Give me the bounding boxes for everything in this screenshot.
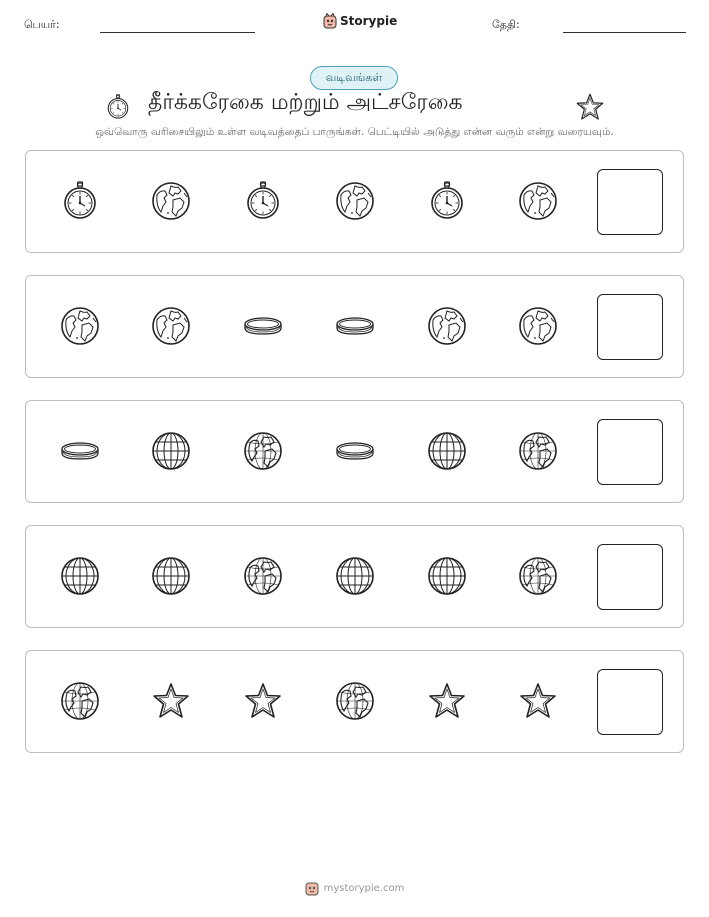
pocket-watch-icon [105, 92, 131, 122]
pattern-item [518, 431, 558, 471]
pattern-item [60, 556, 100, 596]
worksheet-header [0, 0, 709, 46]
topic-badge: வடிவங்கள் [310, 66, 398, 90]
pattern-item [427, 181, 467, 221]
grid-globe-icon [151, 431, 191, 471]
answer-box[interactable] [597, 669, 663, 735]
pattern-item [518, 306, 558, 346]
pocket-watch-icon [243, 181, 283, 221]
pattern-item [60, 181, 100, 221]
pattern-item [518, 556, 558, 596]
detailed-earth-icon [335, 681, 375, 721]
pattern-item [335, 431, 375, 471]
name-line[interactable] [100, 32, 255, 33]
pattern-item [151, 681, 191, 721]
grid-globe-icon [335, 556, 375, 596]
star-icon [518, 681, 558, 721]
footer [0, 880, 709, 896]
pattern-item [243, 681, 283, 721]
pattern-item [243, 431, 283, 471]
pattern-item [243, 181, 283, 221]
pattern-row [25, 150, 684, 253]
grid-globe-icon [427, 556, 467, 596]
star-icon [151, 681, 191, 721]
date-label: தேதி: [492, 18, 520, 31]
detailed-earth-icon [60, 681, 100, 721]
pattern-item [151, 431, 191, 471]
answer-box[interactable] [597, 419, 663, 485]
star-icon [427, 681, 467, 721]
ring-icon [335, 306, 375, 346]
earth-globe-icon [151, 181, 191, 221]
pattern-item [427, 681, 467, 721]
earth-globe-icon [518, 181, 558, 221]
page-title: தீர்க்கரேகை மற்றும் அட்சரேகை [148, 90, 463, 115]
grid-globe-icon [151, 556, 191, 596]
answer-box[interactable] [597, 544, 663, 610]
grid-globe-icon [60, 556, 100, 596]
detailed-earth-icon [243, 556, 283, 596]
pocket-watch-icon [60, 181, 100, 221]
pattern-row [25, 400, 684, 503]
earth-globe-icon [60, 306, 100, 346]
pattern-item [151, 181, 191, 221]
detailed-earth-icon [518, 431, 558, 471]
grid-globe-icon [427, 431, 467, 471]
detailed-earth-icon [518, 556, 558, 596]
pattern-row [25, 650, 684, 753]
pattern-item [243, 556, 283, 596]
pattern-item [427, 306, 467, 346]
brand-name: Storypie [340, 14, 398, 28]
pattern-item [335, 181, 375, 221]
pattern-item [60, 431, 100, 471]
earth-globe-icon [335, 181, 375, 221]
pattern-item [335, 681, 375, 721]
footer-site: mystorypie.com [323, 882, 405, 894]
pattern-item [427, 556, 467, 596]
title-row [0, 90, 709, 124]
ring-icon [243, 306, 283, 346]
pattern-item [518, 681, 558, 721]
pocket-watch-icon [427, 181, 467, 221]
ring-icon [335, 431, 375, 471]
date-line[interactable] [563, 32, 686, 33]
pattern-item [151, 306, 191, 346]
pattern-item [427, 431, 467, 471]
name-label: பெயர்: [24, 18, 60, 31]
pattern-item [60, 681, 100, 721]
pattern-row [25, 275, 684, 378]
pattern-item [335, 556, 375, 596]
answer-box[interactable] [597, 294, 663, 360]
detailed-earth-icon [243, 431, 283, 471]
instructions: ஒவ்வொரு வரிசையிலும் உள்ள வடிவத்தைப் பாருங்கள். பெட்டியில் அடுத்து என்ன வரும் என்று வரையவும். [95, 126, 614, 138]
answer-box[interactable] [597, 169, 663, 235]
star-icon [243, 681, 283, 721]
pattern-item [151, 556, 191, 596]
storypie-mascot-icon [305, 880, 319, 896]
pattern-row [25, 525, 684, 628]
earth-globe-icon [518, 306, 558, 346]
pattern-item [335, 306, 375, 346]
ring-icon [60, 431, 100, 471]
pattern-item [60, 306, 100, 346]
earth-globe-icon [427, 306, 467, 346]
pattern-item [518, 181, 558, 221]
brand-logo [323, 13, 397, 29]
storypie-mascot-icon [323, 13, 337, 29]
star-icon [575, 92, 605, 122]
pattern-item [243, 306, 283, 346]
earth-globe-icon [151, 306, 191, 346]
